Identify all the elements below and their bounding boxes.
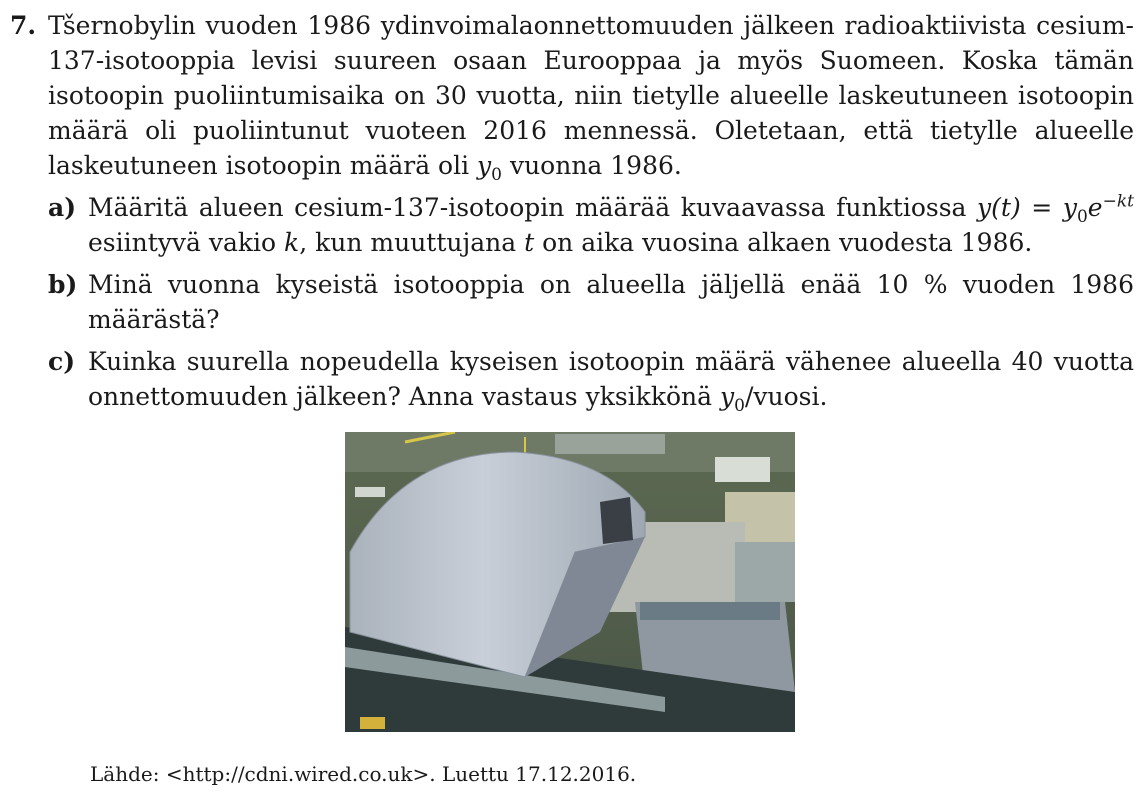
problem-intro: Tšernobylin vuoden 1986 ydinvoimalaonnettomuuden jälkeen radioaktiivista cesium-137-isotooppia levisi suureen osaan Eurooppaa ja myös Suomeen. Koska tämän isotoopin puoliintumisaika on 30 vuotta, niin tietylle alueelle laskeutuneen isotoopin määrä oli puoliintunut vuoteen 2016 mennessä. Oletetaan, että tietylle alueelle laskeutuneen isotoopin määrä oli $y_0$ vuonna 1986. <box>48 11 1134 185</box>
source-caption: Lähde: <http://cdni.wired.co.uk>. Luettu 17.12.2016. <box>90 762 637 786</box>
part-b: b) Minä vuonna kyseistä isotooppia on alueella jäljellä enää 10 % vuoden 1986 määrästä? <box>88 267 1134 337</box>
problem-parts <box>10 190 1134 414</box>
part-a-label: a) <box>48 193 77 222</box>
chernobyl-confinement-photo <box>345 432 795 732</box>
problem-number: 7. <box>10 11 37 40</box>
part-c: c) Kuinka suurella nopeudella kyseisen isotoopin määrä vähenee alueella 40 vuotta onnettomuuden jälkeen? Anna vastaus yksikkönä $y_0$/vuosi. <box>88 344 1134 414</box>
part-c-label: c) <box>48 347 76 376</box>
formula: y(t) = y <box>977 193 1077 222</box>
problem-7 <box>10 8 1134 421</box>
part-a: a) Määritä alueen cesium-137-isotoopin määrää kuvaavassa funktiossa $y(t) = y_0e^{-kt}$ esiintyvä vakio k, kun muuttujana t on aika vuosina alkaen vuodesta 1986. <box>48 191 1134 257</box>
part-b-label: b) <box>48 270 78 299</box>
